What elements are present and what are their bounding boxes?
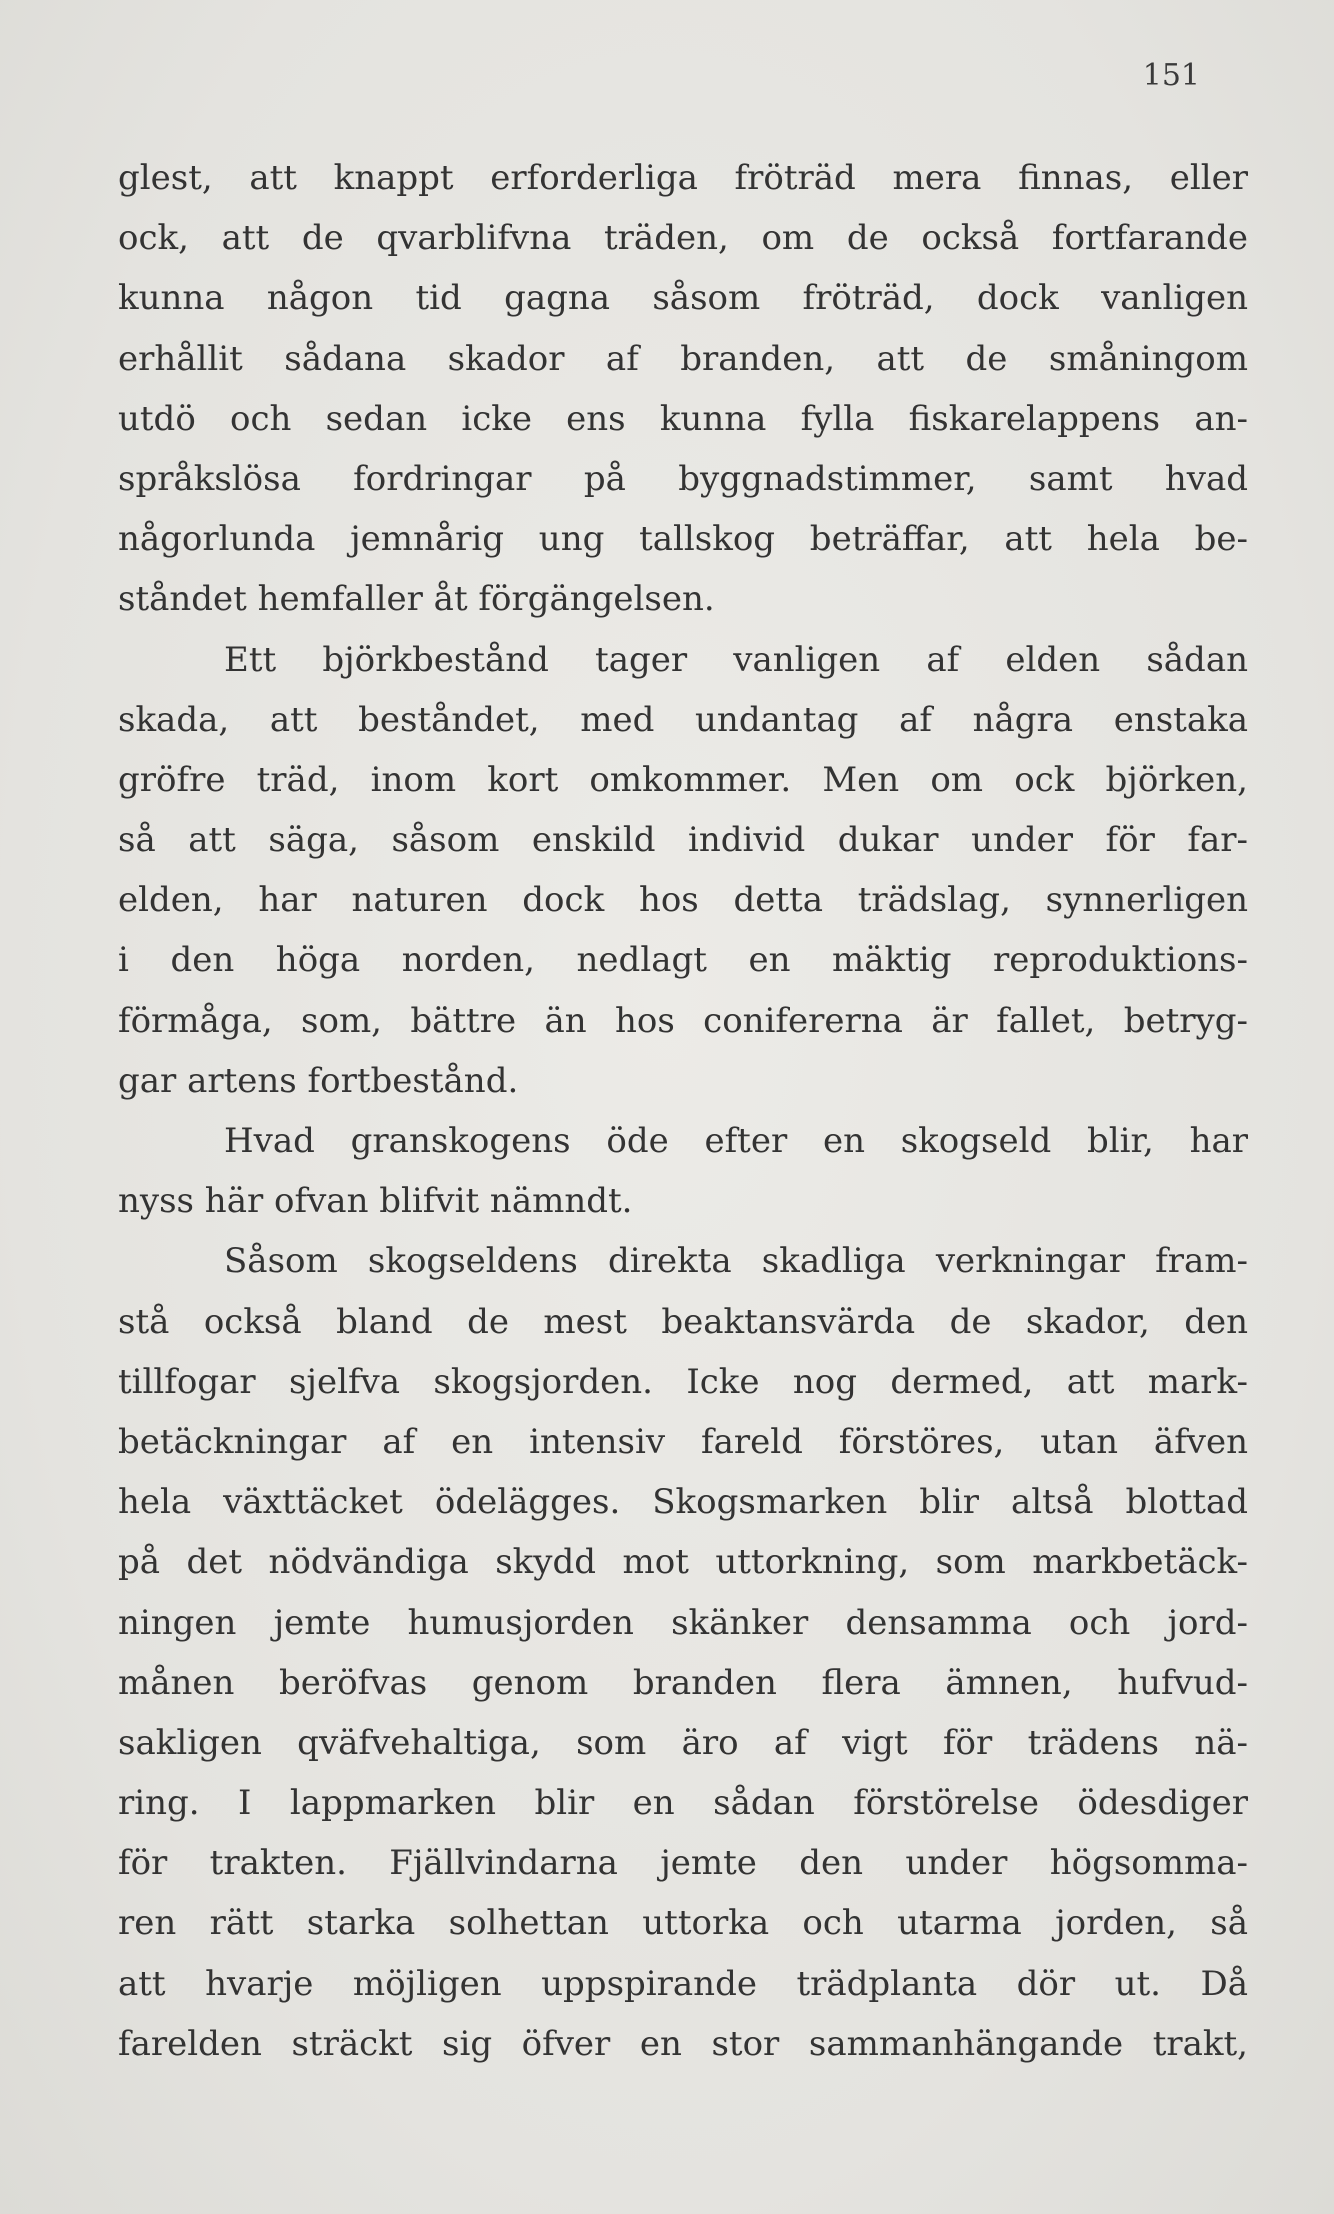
text-line: skada, att beståndet, med undantag af några enstaka [118,699,1248,740]
text-line: farelden sträckt sig öfver en stor sammanhängande trakt, [118,2023,1248,2064]
text-line: glest, att knappt erforderliga fröträd mera finnas, eller [118,158,1248,198]
text-line: för trakten. Fjällvindarna jemte den under högsomma- [118,1843,1248,1884]
text-line: betäckningar af en intensiv fareld förstöres, utan äfven [118,1421,1248,1462]
text-line: utdö och sedan icke ens kunna fylla fiskarelappens an- [118,398,1248,439]
paragraph-start-line: Ett björkbestånd tager vanligen af elden sådan [224,639,1248,680]
paragraph-start-line: Såsom skogseldens direkta skadliga verkningar fram- [224,1241,1248,1282]
text-line: hela växttäcket ödelägges. Skogsmarken blir altså blottad [118,1482,1248,1523]
text-line: sakligen qväfvehaltiga, som äro af vigt för trädens nä- [118,1722,1248,1763]
text-line: stå också bland de mest beaktansvärda de skador, den [118,1301,1248,1342]
page-number: 151 [1142,58,1200,93]
text-line: så att säga, såsom enskild individ dukar under för far- [118,820,1248,861]
text-line: nyss här ofvan blifvit nämndt. [118,1181,633,1222]
body-text [118,148,1248,2074]
paragraph-start-line: Hvad granskogens öde efter en skogseld blir, har [224,1121,1248,1161]
text-line: i den höga norden, nedlagt en mäktig reproduktions- [118,940,1248,981]
text-line: att hvarje möjligen uppspirande trädplanta dör ut. Då [118,1963,1248,2004]
text-line: förmåga, som, bättre än hos conifererna är fallet, betryg- [118,1000,1248,1041]
text-line: språkslösa fordringar på byggnadstimmer, samt hvad [118,458,1248,499]
text-line: ren rätt starka solhettan uttorka och utarma jorden, så [118,1903,1248,1944]
text-line: erhållit sådana skador af branden, att de småningom [118,338,1248,379]
text-line: ståndet hemfaller åt förgängelsen. [118,579,715,620]
text-line: på det nödvändiga skydd mot uttorkning, som markbetäck- [118,1542,1248,1583]
text-line: kunna någon tid gagna såsom fröträd, dock vanligen [118,278,1248,319]
text-line: tillfogar sjelfva skogsjorden. Icke nog dermed, att mark- [118,1361,1248,1402]
text-line: gröfre träd, inom kort omkommer. Men om ock björken, [118,759,1248,800]
text-line: ring. I lappmarken blir en sådan förstörelse ödesdiger [118,1783,1248,1824]
text-line: ock, att de qvarblifvna träden, om de också fortfarande [118,218,1248,259]
text-line: ningen jemte humusjorden skänker densamma och jord- [118,1602,1248,1643]
text-line: gar artens fortbestånd. [118,1060,519,1101]
text-line: någorlunda jemnårig ung tallskog beträffar, att hela be- [118,519,1248,560]
text-line: elden, har naturen dock hos detta trädslag, synnerligen [118,880,1248,921]
text-line: månen beröfvas genom branden flera ämnen, hufvud- [118,1662,1248,1703]
